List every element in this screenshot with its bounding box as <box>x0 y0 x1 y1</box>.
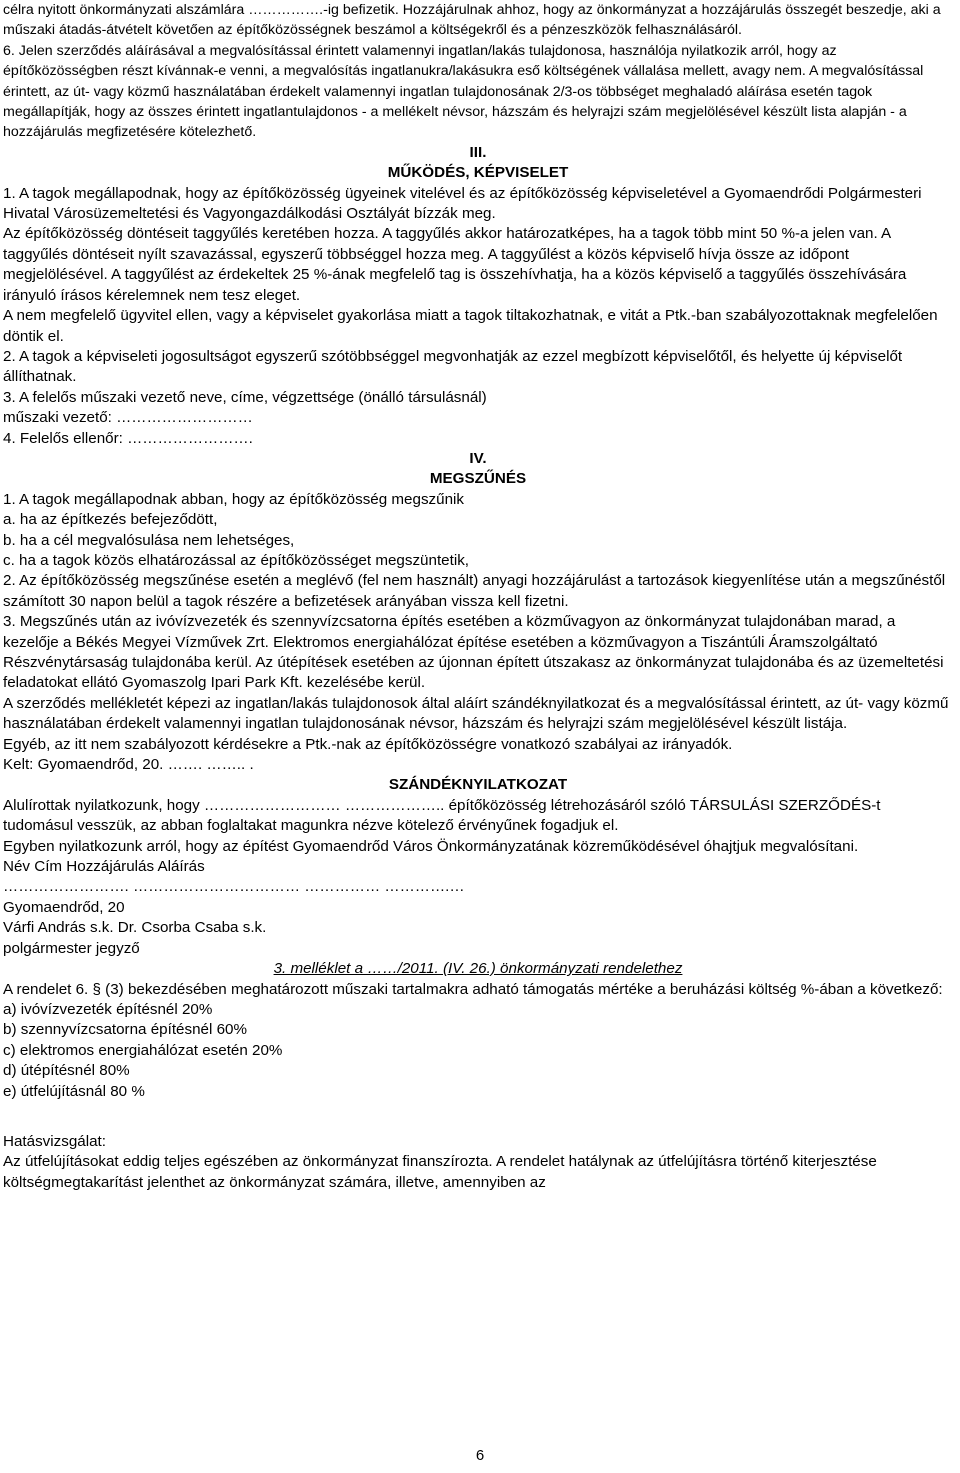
section-4-item-a: a. ha az építkezés befejeződött, <box>3 511 218 529</box>
section-3-number: III. <box>469 143 487 161</box>
paragraph-point-6: 6. Jelen szerződés aláírásával a megvalósítással érintett valamennyi ingatlan/lakás tulajdonosa, használója nyilatkozik arról, hogy az építőközösségben részt kívánnak-e venni, a megvalósítás ingatlanukra/lakásukra eső költségének vállalása mellett, avagy nem. A megvalósítással érintett, az út- vagy közmű használatában érdekelt valamennyi ingatlan tulajdonosának 2/3-os többséget meghaladó aláírása esetén tagok megállapítják, hogy az összes érintett ingatlantulajdonos - a mellékelt névsor, házszám és helyrajzi szám megjelölésével készült lista alapján - a hozzájárulás megfizetésére kötelezhető. <box>3 42 928 141</box>
annex-item-d: d) útépítésnél 80% <box>3 1062 130 1080</box>
paragraph-contribution: célra nyitott önkormányzati alszámlára …………….-ig befizetik. Hozzájárulnak ahhoz, hogy az önkormányzat a hozzájárulás összegét beszedje, aki a műszaki átadás-átvételt követően az építőközösségnek beszámol a költségekről és a pénzeszközök felhasználásáról. <box>3 2 945 39</box>
technical-manager-line: műszaki vezető: ……………………… <box>3 409 253 427</box>
section-4-item-c: c. ha a tagok közös elhatározással az építőközösséget megszüntetik, <box>3 551 470 569</box>
section-4-point-1: 1. A tagok megállapodnak abban, hogy az építőközösség megszűnik <box>3 490 465 508</box>
page-number: 6 <box>475 1447 485 1464</box>
section-3-point-4: 4. Felelős ellenőr: ……………………. <box>3 429 253 447</box>
declaration-title: SZÁNDÉKNYILATKOZAT <box>388 776 568 794</box>
signature-table-header: Név Cím Hozzájárulás Aláírás <box>3 858 205 876</box>
annex-intro: A rendelet 6. § (3) bekezdésében meghatározott műszaki tartalmakra adható támogatás mértéke a beruházási költség %-ában a következő: <box>3 980 943 998</box>
annex-item-e: e) útfelújításnál 80 % <box>3 1082 145 1100</box>
declaration-paragraph-2: Egyben nyilatkozunk arról, hogy az építést Gyomaendrőd Város Önkormányzatának közreműködésével óhajtjuk megvalósítani. <box>3 837 859 855</box>
annex-heading: 3. melléklet a ……/2011. (IV. 26.) önkormányzati rendelethez <box>273 960 683 978</box>
section-4-item-b: b. ha a cél megvalósulása nem lehetséges, <box>3 531 295 549</box>
impact-text: Az útfelújításokat eddig teljes egészében az önkormányzat finanszírozta. A rendelet hatálynak az útfelújításra történő kiterjesztése költségmegtakarítást jelenthet az önkormányzat számára, illetve, amennyiben az <box>3 1153 882 1191</box>
signatories-names: Várfi András s.k. Dr. Csorba Csaba s.k. <box>3 919 267 937</box>
section-4-point-2: 2. Az építőközösség megszűnése esetén a meglévő (fel nem használt) anyagi hozzájárulást a tartozások kiegyenlítése után a megszűnéstől számított 30 napon belül a tagok részére a befizetések arányában vissza kell fizetni. <box>3 572 950 610</box>
spacer <box>3 1102 953 1132</box>
section-3-meeting-rules: Az építőközösség döntéseit taggyűlés keretében hozza. A taggyűlés akkor határozatképes, ha a tagok több mint 50 %-a jelen van. A taggyűlés döntéseit nyílt szavazással, egyszerű többséggel hozza meg. A taggyűlést a közös képviselő hívja össze az időpont megjelölésével. A taggyűlést az érdekeltek 25 %-ának megfelelő tag is összehívhatja, ha a közös képviselő a taggyűlés összehívására irányuló írásos kérelemnek nem tesz eleget. <box>3 225 911 304</box>
signatories-titles: polgármester jegyző <box>3 939 140 957</box>
section-4-point-3: 3. Megszűnés után az ivóvízvezeték és szennyvízcsatorna építés esetében a közművagyon az önkormányzat tulajdonában marad, a kezelője a Békés Megyei Vízművek Zrt. Elektromos energiahálózat építése esetében a közművagyon a Tiszántúli Áramszolgáltató Részvénytársaság tulajdonába kerül. Az útépítések esetében az újonnan épített útszakasz az önkormányzat tulajdonába és az üzemeltetési feladatokat ellátó Gyomaszolg Ipari Park Kft. kezelésébe kerül. <box>3 613 948 692</box>
section-3-point-2: 2. A tagok a képviseleti jogosultságot egyszerű szótöbbséggel megvonhatják az ezzel megbízott képviselőtől, és helyette új képviselőt állíthatnak. <box>3 347 907 386</box>
annex-item-a: a) ivóvízvezeték építésnél 20% <box>3 1000 213 1018</box>
annex-item-b: b) szennyvízcsatorna építésnél 60% <box>3 1021 247 1039</box>
dated-line: Kelt: Gyomaendrőd, 20. ……. …….. . <box>3 756 254 774</box>
impact-label: Hatásvizsgálat: <box>3 1132 106 1150</box>
place-date-line: Gyomaendrőd, 20 <box>3 898 125 916</box>
section-4-number: IV. <box>469 449 487 467</box>
section-3-title: MŰKÖDÉS, KÉPVISELET <box>387 164 569 182</box>
contract-annex-paragraph: A szerződés mellékletét képezi az ingatlan/lakás tulajdonosok által aláírt szándéknyilatkozat és a megvalósítással érintett, az út- vagy közmű használatában érdekelt valamennyi ingatlan tulajdonosának névsor, házszám és helyrajzi szám megjelölésével készült listája. <box>3 694 953 733</box>
signature-dots-line: ……………………. …………………………… …………… ………….… <box>3 878 465 896</box>
section-3-point-1: 1. A tagok megállapodnak, hogy az építőközösség ügyeinek vitelével és az építőközösség képviseletével a Gyomaendrődi Polgármesteri Hivatal Városüzemeltetési és Vagyongazdálkodási Osztályát bízzák meg. <box>3 184 926 223</box>
section-3-objection: A nem megfelelő ügyvitel ellen, vagy a képviselet gyakorlása miatt a tagok tiltakozhatnak, e vitát a Ptk.-ban szabályozottaknak megfelelően döntik el. <box>3 307 942 345</box>
section-4-title: MEGSZŰNÉS <box>429 470 527 488</box>
section-3-point-3: 3. A felelős műszaki vezető neve, címe, végzettsége (önálló társulásnál) <box>3 388 487 406</box>
declaration-paragraph-1: Alulírottak nyilatkozunk, hogy ……………………… ……………….. építőközösség létrehozásáról szóló TÁRSULÁSI SZERZŐDÉS-t tudomásul vesszük, az abban foglaltakat magunkra nézve kötelező érvényűnek fogadjuk el. <box>3 796 885 835</box>
annex-item-c: c) elektromos energiahálózat esetén 20% <box>3 1041 283 1059</box>
page-content <box>3 0 953 1193</box>
other-matters-paragraph: Egyéb, az itt nem szabályozott kérdésekre a Ptk.-nak az építőközösségre vonatkozó szabályai az irányadók. <box>3 735 733 753</box>
